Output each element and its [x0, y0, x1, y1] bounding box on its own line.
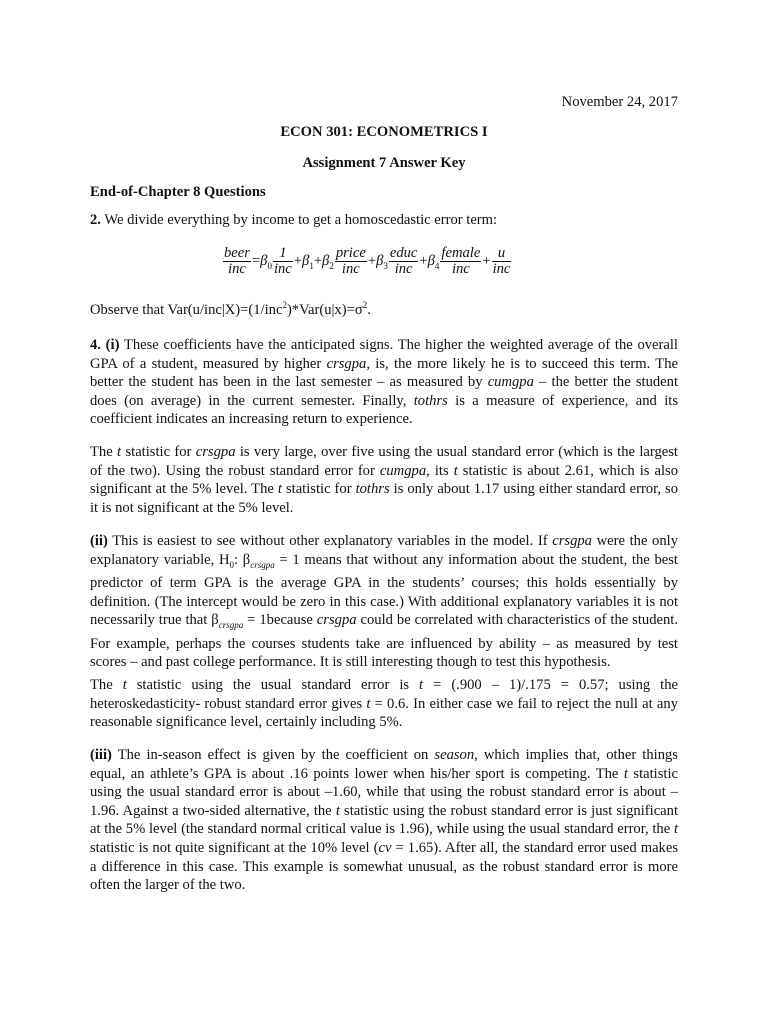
- question-4i-t-stats-paragraph: The t statistic for crsgpa is very large, over five using the usual standard error (which is the largest of the two). Using the robust standard error for cumgpa, its t statistic is about 2.61, which is also significant at the 5% level. The t statistic for tothrs is only about 1.17 using either standard error, so it is not significant at the 5% level.: [90, 444, 678, 516]
- eq-beta4: $\beta_4$: [427, 252, 440, 271]
- eq-frac2-num: price: [335, 245, 366, 261]
- question-4i-paragraph: 4. (i) These coefficients have the anticipated signs. The higher the weighted average of the overall GPA of a student, measured by higher crsgpa, is, the more likely he is to succeed this term. The better the student has been in the last semester – as measured by cumgpa – the better the student does (on average) in the current semester. Finally, tothrs is a measure of experience, and its coefficient indicates an increasing return to experience.: [90, 337, 679, 428]
- eq-frac2-den: inc: [341, 261, 360, 277]
- eq-beta0: $\beta_0$: [260, 252, 272, 271]
- eq-beta1: $\beta_1$: [302, 252, 314, 271]
- eq-plus4: +: [419, 253, 428, 269]
- question-4ii-paragraph: (ii) This is easiest to see without other explanatory variables in the model. If crsgpa were the only explanatory variable, $H_0$: $\beta_{crsgpa} = 1$ means that without any information about the student, the best predictor of term GPA is the average GPA in the students’ courses; this holds essentially by definition. (The intercept would be zero in this case.) With additional explanatory variables it is not necessarily true that $\beta_{crsgpa}$ = 1because crsgpa could be correlated with characteristics of the student. For example, perhaps the courses students take are influenced by ability – as measured by test scores – and past college performance. It is still interesting though to test this hypothesis.: [90, 533, 679, 671]
- question-4iii-label: (iii): [90, 747, 112, 763]
- eq-frac3-num: educ: [389, 245, 418, 261]
- eq-frac3: [389, 246, 419, 277]
- eq-frac4-den: inc: [451, 261, 470, 277]
- course-title: ECON 301: ECONOMETRICS I: [280, 124, 488, 140]
- eq-beta2: $\beta_2$: [322, 252, 334, 271]
- eq-frac3-den: inc: [394, 261, 413, 277]
- eq-lhs-num: beer: [224, 245, 250, 261]
- eq-beta3: $\beta_3$: [376, 252, 388, 271]
- eq-plus2: +: [313, 253, 323, 269]
- eq-plus1: +: [293, 253, 303, 269]
- eq-frac5: [492, 246, 512, 277]
- question-4ii-t-stat-paragraph: The t statistic using the usual standard error is t = (.900 – 1)/.175 = 0.57; using the heteroskedasticity- robust standard error gives t = 0.6. In either case we fail to reject the null at any reasonable significance level, certainly including 5%.: [90, 677, 678, 731]
- question-4ii-label: (ii): [90, 533, 108, 549]
- eq-frac1: [273, 246, 293, 277]
- question-2-intro: [90, 212, 497, 229]
- eq-lhs-den: inc: [228, 261, 246, 277]
- eq-frac1-den: inc: [273, 261, 292, 277]
- eq-frac4: [440, 246, 481, 277]
- eq-plus5: +: [482, 253, 491, 269]
- eq-frac5-den: inc: [492, 261, 511, 277]
- question-4iii-paragraph: (iii) The in-season effect is given by the coefficient on season, which implies that, other things equal, an athlete’s GPA is about .16 points lower when his/her sport is competing. The t statistic using the usual standard error is about –1.60, while that using the robust standard error is about –1.96. Against a two-sided alternative, the t statistic using the robust standard error is just significant at the 5% level (the standard normal critical value is 1.96), while using the usual standard error, the t statistic is not quite significant at the 10% level (cv = 1.65). After all, the standard error used makes a difference in this case. This example is somewhat unusual, as the robust standard error is more often the larger of the two.: [90, 747, 679, 894]
- eq-equals: =: [251, 253, 261, 269]
- variance-observation: Observe that $Var(u/inc|X)=(1/inc^2)*Var(u|x)=\sigma^2$.: [90, 300, 371, 318]
- document-date: November 24, 2017: [561, 94, 678, 110]
- section-heading: End-of-Chapter 8 Questions: [90, 184, 266, 200]
- eq-frac1-num: 1: [273, 246, 293, 262]
- question-2-label: 2.: [90, 212, 101, 228]
- weighted-equation: [222, 246, 512, 277]
- eq-frac4-num: female: [441, 245, 481, 261]
- eq-lhs: [223, 246, 251, 277]
- question-2-text: We divide everything by income to get a homoscedastic error term:: [100, 212, 498, 228]
- eq-frac2: [335, 246, 367, 277]
- eq-plus3: +: [367, 253, 377, 269]
- assignment-title: Assignment 7 Answer Key: [302, 155, 466, 171]
- question-4i-label: 4. (i): [90, 337, 120, 353]
- eq-frac5-num: u: [492, 246, 512, 262]
